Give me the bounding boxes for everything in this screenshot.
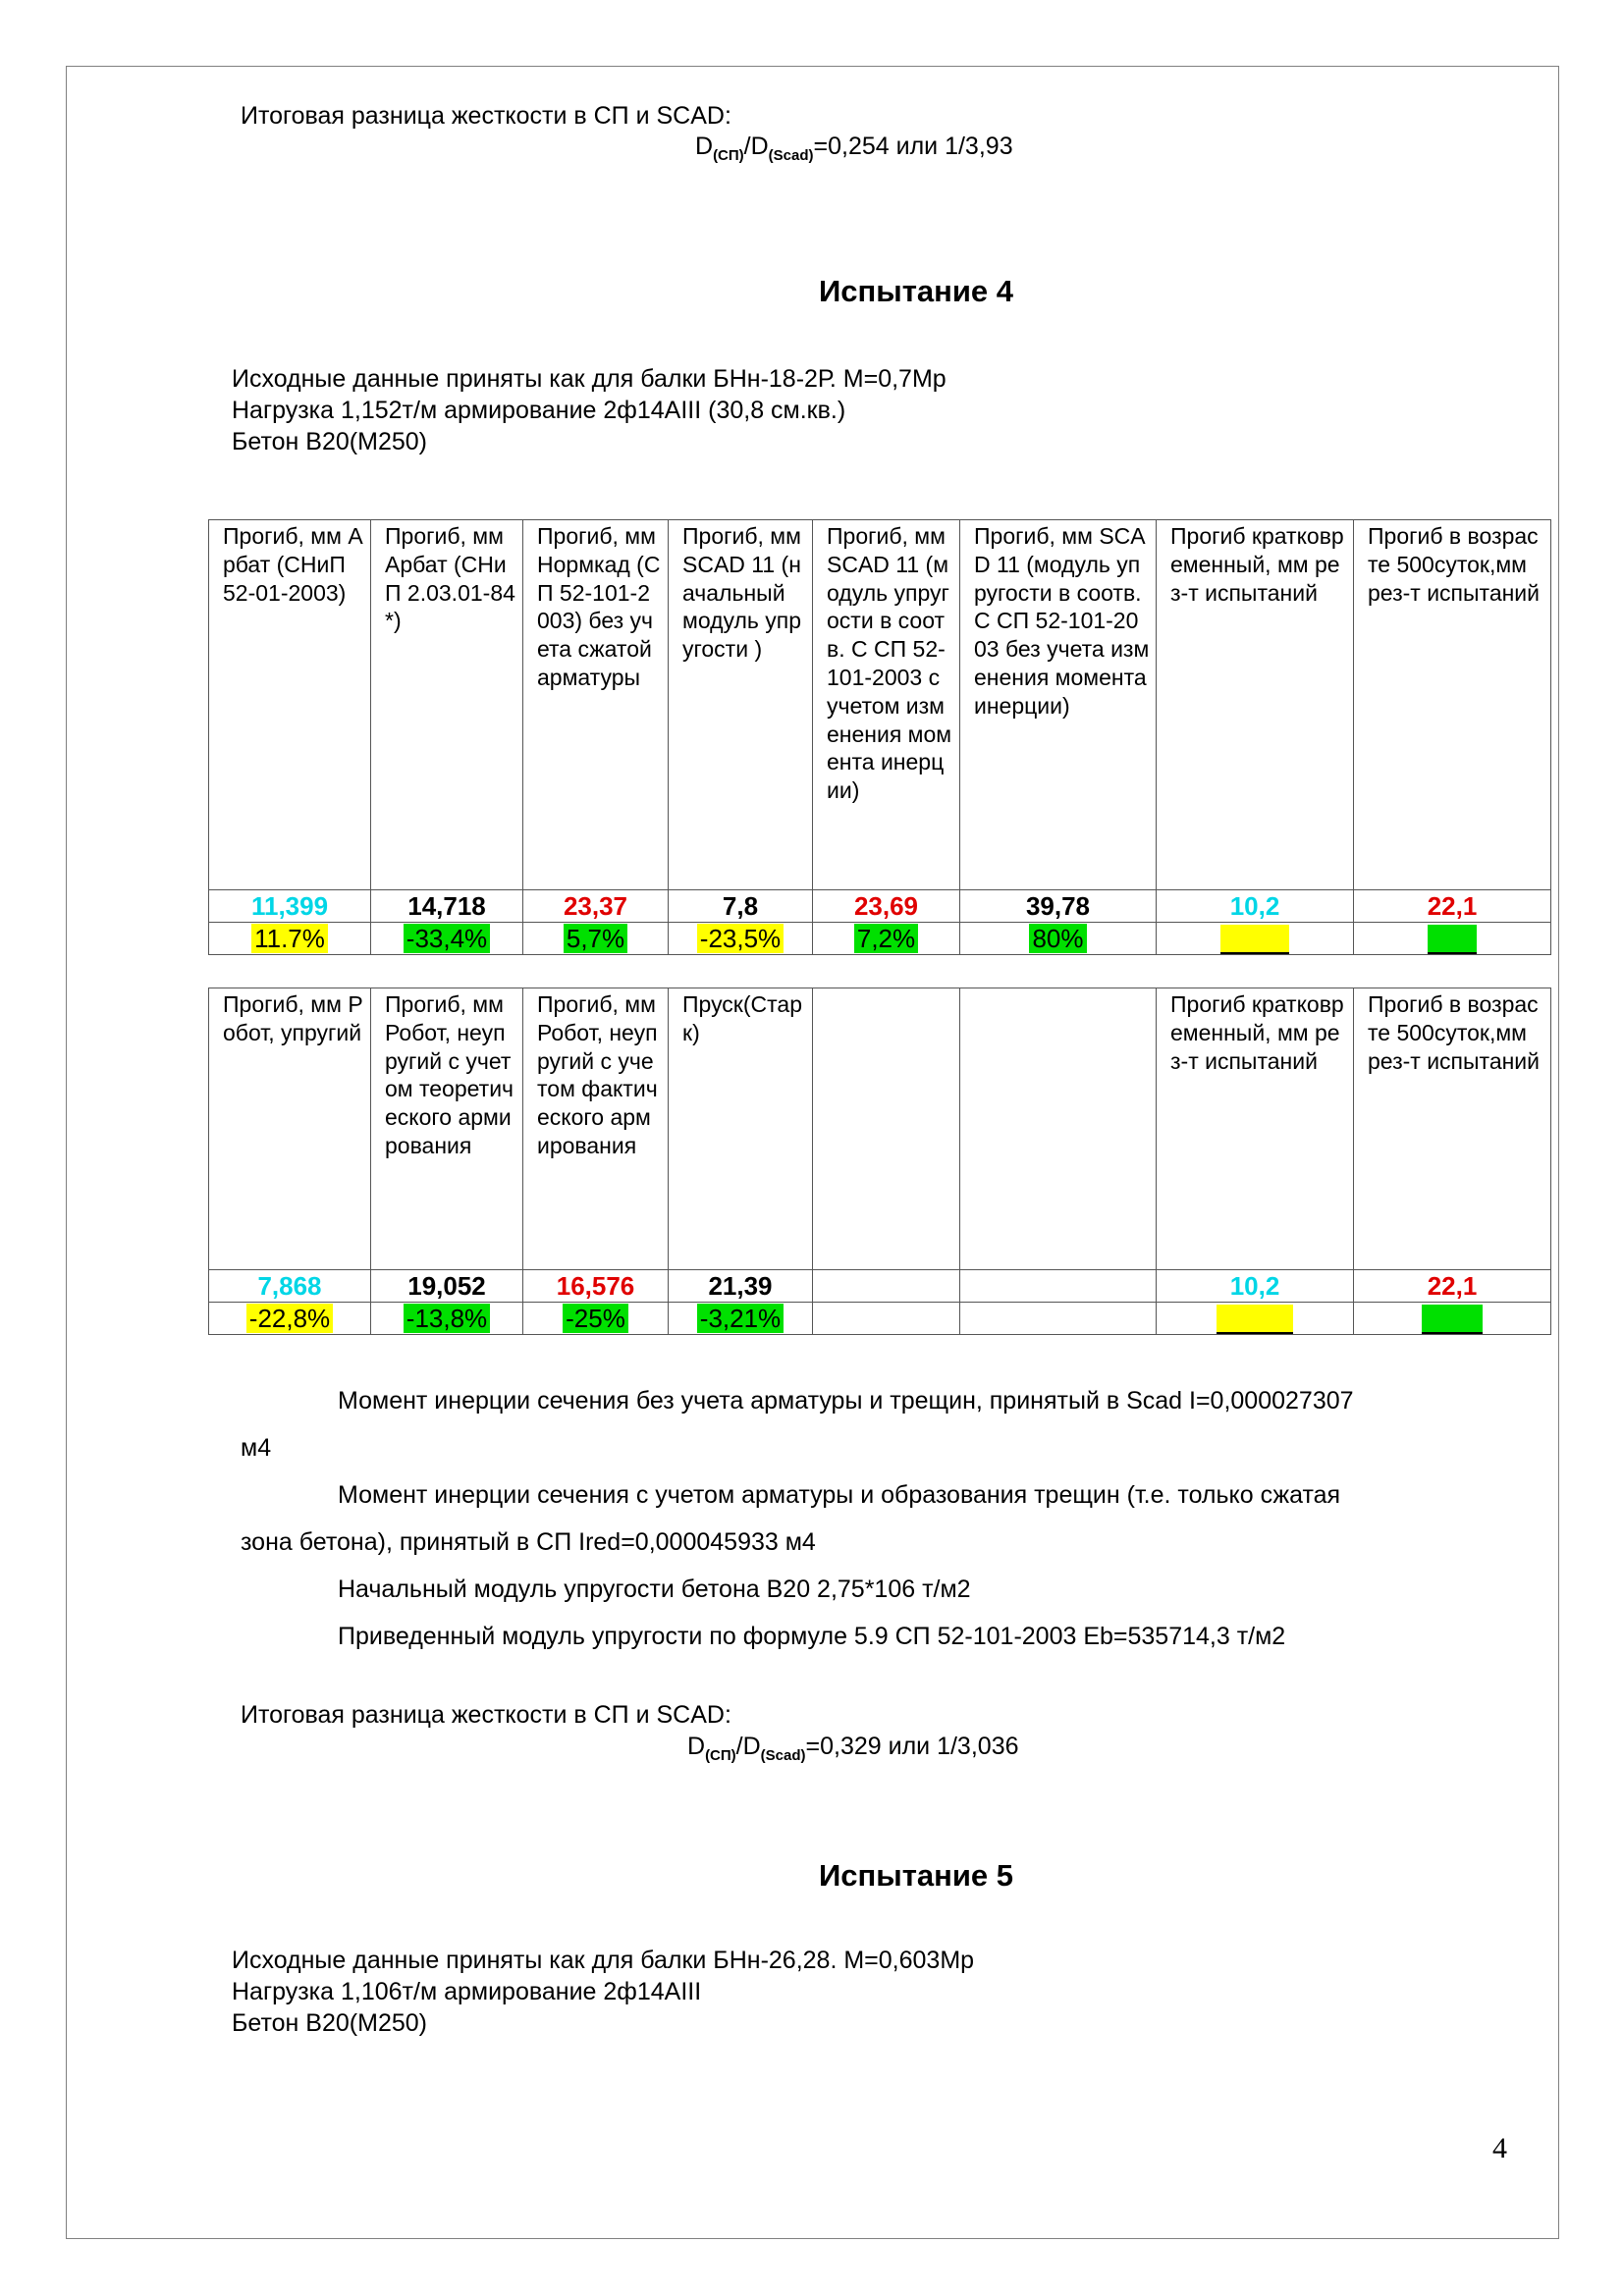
percent-cell <box>371 923 523 955</box>
table-header-cell: Пруск(Старк) <box>669 988 813 1270</box>
table-header-cell: Прогиб, мм Робот, упругий <box>209 988 371 1270</box>
test5-line-3: Бетон В20(М250) <box>232 2009 427 2037</box>
value-cell <box>813 1270 960 1303</box>
percent-highlight: 11.7% <box>251 924 328 953</box>
table-header-cell: Прогиб в возрасте 500суток,мм рез-т испытаний <box>1354 520 1551 890</box>
percent-highlight: -22,8% <box>246 1304 333 1333</box>
deflection-table-1 <box>208 519 1551 955</box>
percent-cell <box>1354 1303 1551 1335</box>
table-header-cell: Прогиб, мм SCAD 11 (модуль упругости в соотв. С СП 52-101-2003 с учетом изменения момента инерции) <box>813 520 960 890</box>
table-header-cell: Прогиб, мм Нормкад (СП 52-101-2003) без учета сжатой арматуры <box>523 520 669 890</box>
table-header-row <box>209 988 1551 1270</box>
test4-heading: Испытание 4 <box>819 274 1014 308</box>
percent-highlight: -33,4% <box>404 924 490 953</box>
note-initial-modulus: Начальный модуль упругости бетона В20 2,75*106 т/м2 <box>338 1575 971 1603</box>
percent-highlight: -25% <box>563 1304 628 1333</box>
percent-cell <box>1157 923 1354 955</box>
percent-highlight: 7,2% <box>854 924 918 953</box>
stiffness-label-bottom: Итоговая разница жесткости в СП и SCAD: <box>241 1701 731 1729</box>
value-cell: 22,1 <box>1354 1270 1551 1303</box>
stiffness-formula-top: $D_{(СП)}/D_{(Scad)}=0,254$ или 1/3,93 <box>695 133 1013 164</box>
note-inertia-sp: Момент инерции сечения с учетом арматуры и образования трещин (т.е. только сжатая <box>338 1481 1341 1509</box>
note-inertia-scad: Момент инерции сечения без учета арматуры и трещин, принятый в Scad I=0,000027307 <box>338 1387 1354 1415</box>
percent-cell <box>209 1303 371 1335</box>
test4-line-2: Нагрузка 1,152т/м армирование 2ф14АIII (30,8 см.кв.) <box>232 397 846 424</box>
table-header-cell: Прогиб в возрасте 500суток,мм рез-т испытаний <box>1354 988 1551 1270</box>
test4-line-3: Бетон В20(М250) <box>232 428 427 455</box>
value-cell: 14,718 <box>371 890 523 923</box>
percent-cell <box>523 1303 669 1335</box>
value-cell: 10,2 <box>1157 1270 1354 1303</box>
green-marker <box>1428 925 1477 954</box>
table-header-cell: Прогиб, мм Арбат (СНиП 2.03.01-84*) <box>371 520 523 890</box>
table-header-cell: Прогиб, мм SCAD 11 (начальный модуль упругости ) <box>669 520 813 890</box>
test5-line-2: Нагрузка 1,106т/м армирование 2ф14АIII <box>232 1978 702 2005</box>
test5-line-1: Исходные данные приняты как для балки БНн-26,28. М=0,603Мр <box>232 1947 975 1974</box>
percent-cell <box>209 923 371 955</box>
stiffness-label-top: Итоговая разница жесткости в СП и SCAD: <box>241 102 731 130</box>
percent-highlight: 5,7% <box>564 924 627 953</box>
table-values-row <box>209 890 1551 923</box>
value-cell: 21,39 <box>669 1270 813 1303</box>
deflection-table-2 <box>208 988 1551 1335</box>
table-header-cell <box>813 988 960 1270</box>
value-cell: 23,69 <box>813 890 960 923</box>
percent-cell <box>960 1303 1157 1335</box>
table-header-cell: Прогиб, мм Арбат (СНиП 52-01-2003) <box>209 520 371 890</box>
table-header-cell: Прогиб, мм Робот, неупругий с учетом теоретического армирования <box>371 988 523 1270</box>
stiffness-formula-bottom: $D_{(СП)}/D_{(Scad)}=0,329$ или 1/3,036 <box>687 1733 1019 1764</box>
percent-cell <box>1354 923 1551 955</box>
table-values-row <box>209 1270 1551 1303</box>
percent-cell <box>523 923 669 955</box>
table-header-cell: Прогиб кратковременный, мм рез-т испытаний <box>1157 520 1354 890</box>
table-header-cell: Прогиб, мм Робот, неупругий с учетом фактического армирования <box>523 988 669 1270</box>
page-number: 4 <box>1492 2132 1507 2164</box>
percent-highlight: -23,5% <box>697 924 784 953</box>
table-header-cell: Прогиб кратковременный, мм рез-т испытаний <box>1157 988 1354 1270</box>
value-cell: 16,576 <box>523 1270 669 1303</box>
value-cell: 19,052 <box>371 1270 523 1303</box>
table-percent-row <box>209 923 1551 955</box>
percent-highlight: -3,21% <box>697 1304 784 1333</box>
table-header-cell: Прогиб, мм SCAD 11 (модуль упругости в соотв. С СП 52-101-2003 без учета изменения момента инерции) <box>960 520 1157 890</box>
yellow-marker <box>1220 925 1289 954</box>
green-marker <box>1422 1305 1483 1334</box>
test4-line-1: Исходные данные приняты как для балки БНн-18-2Р. М=0,7Мр <box>232 365 947 393</box>
note-reduced-modulus: Приведенный модуль упругости по формуле 5.9 СП 52-101-2003 Eb=535714,3 т/м2 <box>338 1623 1286 1650</box>
percent-cell <box>1157 1303 1354 1335</box>
note-inertia-sp-cont: зона бетона), принятый в СП Ired=0,000045933 м4 <box>241 1528 816 1556</box>
percent-cell <box>813 923 960 955</box>
test5-heading: Испытание 5 <box>819 1858 1014 1893</box>
value-cell: 22,1 <box>1354 890 1551 923</box>
percent-cell <box>371 1303 523 1335</box>
value-cell: 7,8 <box>669 890 813 923</box>
percent-cell <box>669 1303 813 1335</box>
table-header-row <box>209 520 1551 890</box>
percent-highlight: -13,8% <box>404 1304 490 1333</box>
percent-cell <box>813 1303 960 1335</box>
note-inertia-scad-unit: м4 <box>241 1434 272 1462</box>
table-percent-row <box>209 1303 1551 1335</box>
value-cell: 10,2 <box>1157 890 1354 923</box>
value-cell <box>960 1270 1157 1303</box>
value-cell: 11,399 <box>209 890 371 923</box>
table-header-cell <box>960 988 1157 1270</box>
yellow-marker <box>1217 1305 1293 1334</box>
percent-highlight: 80% <box>1029 924 1086 953</box>
percent-cell <box>669 923 813 955</box>
value-cell: 7,868 <box>209 1270 371 1303</box>
value-cell: 23,37 <box>523 890 669 923</box>
value-cell: 39,78 <box>960 890 1157 923</box>
percent-cell <box>960 923 1157 955</box>
